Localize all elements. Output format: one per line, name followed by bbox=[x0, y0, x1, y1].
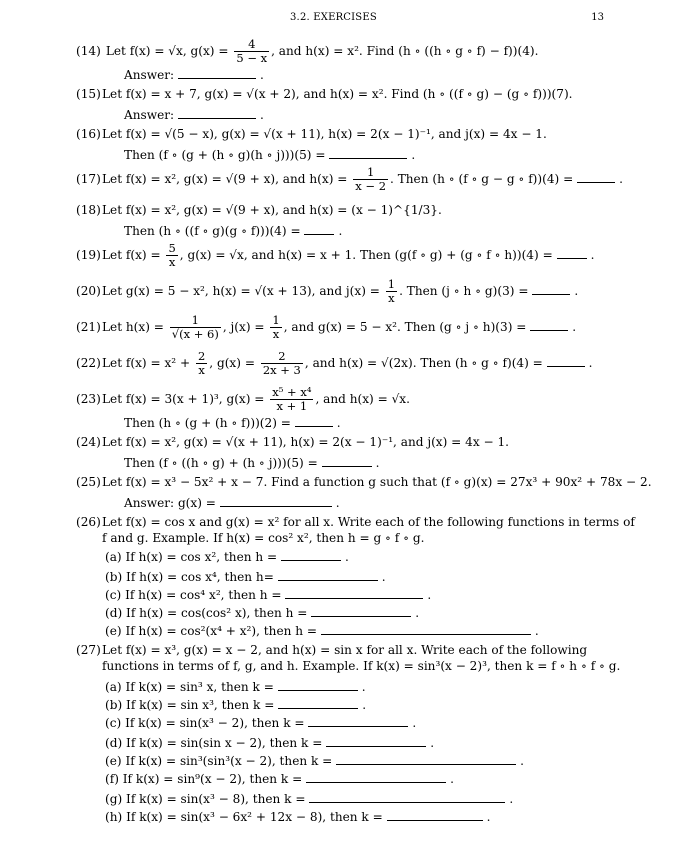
exercise-number: (21) bbox=[76, 320, 101, 334]
page-number: 13 bbox=[591, 12, 604, 23]
exercise-text: , g(x) = √x, and h(x) = x + 1. Then (g(f ∘ g) + (g ∘ f ∘ h))(4) = bbox=[179, 248, 553, 262]
answer-blank[interactable] bbox=[329, 146, 407, 159]
sub-item: (d) If h(x) = cos(cos² x), then h = . bbox=[105, 606, 420, 620]
answer-blank[interactable] bbox=[309, 790, 505, 803]
fraction: $\frac{4}{5 - x}$ bbox=[236, 37, 268, 65]
exercise-text: Let f(x) = x², g(x) = √(9 + x), and h(x) = (x − 1)^{1/3}. bbox=[102, 203, 442, 217]
exercise-text: Let g(x) = 5 − x², h(x) = √(x + 13), and j(x) = bbox=[102, 284, 380, 298]
exercise-19: (19)Let f(x) = $\frac{5}{x}$ , g(x) = √x, and h(x) = x + 1. Then (g(f ∘ g) + (g ∘ f ∘ h))(4) = . bbox=[76, 241, 595, 269]
answer-blank[interactable] bbox=[278, 678, 358, 691]
exercise-text: Let f(x) = x + 7, g(x) = √(x + 2), and h(x) = x². Find (h ∘ ((f ∘ g) − (g ∘ f)))(7). bbox=[102, 87, 573, 101]
exercise-text: Let f(x) = √x, g(x) = bbox=[105, 44, 229, 58]
fraction: $\frac{5}{x}$ bbox=[168, 241, 176, 269]
exercise-number: (24) bbox=[76, 435, 101, 449]
exercise-24 bbox=[76, 434, 616, 451]
answer-line: Answer: . bbox=[124, 108, 264, 122]
sub-item: (e) If k(x) = sin³(sin³(x − 2), then k = . bbox=[105, 754, 525, 768]
answer-blank[interactable] bbox=[285, 586, 423, 599]
fraction: $\frac{1}{x - 2}$ bbox=[355, 165, 387, 193]
exercise-text: Let f(x) = x², g(x) = √(x + 11), h(x) = 2(x − 1)⁻¹, and j(x) = 4x − 1. bbox=[102, 435, 510, 449]
answer-blank[interactable] bbox=[336, 752, 516, 765]
exercise-27 bbox=[76, 642, 616, 659]
exercise-text: Let f(x) = bbox=[102, 248, 161, 262]
answer-blank[interactable] bbox=[295, 414, 333, 427]
sub-item: (c) If h(x) = cos⁴ x², then h = . bbox=[105, 588, 432, 602]
exercise-text: Let h(x) = bbox=[102, 320, 164, 334]
exercise-text: , and h(x) = √(2x). Then (h ∘ g ∘ f)(4) = bbox=[304, 356, 543, 370]
exercise-text: , and h(x) = √x. bbox=[315, 392, 410, 406]
fraction: $\frac{1}{x}$ bbox=[272, 313, 280, 341]
answer-blank[interactable] bbox=[547, 354, 585, 367]
exercise-14 bbox=[76, 38, 616, 65]
exercise-number: (23) bbox=[76, 392, 101, 406]
answer-blank[interactable] bbox=[178, 106, 256, 119]
answer-blank[interactable] bbox=[278, 568, 378, 581]
exercise-22: (22)Let f(x) = x² + $\frac{2}{x}$ , g(x) = $\frac{2}{2x + 3}$ , and h(x) = √(2x). Then (h ∘ g ∘ f)(4) = . bbox=[76, 349, 593, 377]
answer-blank[interactable] bbox=[387, 808, 483, 821]
answer-line: Answer: g(x) = . bbox=[124, 496, 340, 510]
sub-item: (b) If k(x) = sin x³, then k = . bbox=[105, 698, 367, 712]
exercise-number: (19) bbox=[76, 248, 101, 262]
exercise-text: , g(x) = bbox=[209, 356, 255, 370]
answer-blank[interactable] bbox=[278, 696, 358, 709]
answer-blank[interactable] bbox=[321, 622, 531, 635]
answer-blank[interactable] bbox=[326, 734, 426, 747]
exercise-18 bbox=[76, 202, 616, 219]
exercise-number: (17) bbox=[76, 172, 101, 186]
exercise-number: (22) bbox=[76, 356, 101, 370]
exercise-26 bbox=[76, 514, 635, 531]
answer-line: Then (h ∘ ((f ∘ g)(g ∘ f)))(4) = . bbox=[124, 224, 343, 238]
sub-item: (g) If k(x) = sin(x³ − 8), then k = . bbox=[105, 792, 514, 806]
exercise-17: (17)Let f(x) = x², g(x) = √(9 + x), and h(x) = $\frac{1}{x - 2}$ . Then (h ∘ (f ∘ g − g ∘ f))(4) = . bbox=[76, 165, 623, 193]
answer-blank[interactable] bbox=[532, 282, 570, 295]
exercise-text: . Then (j ∘ h ∘ g)(3) = bbox=[399, 284, 529, 298]
exercise-text: Let f(x) = cos x and g(x) = x² for all x. Write each of the following functions in terms of bbox=[102, 515, 635, 529]
exercise-15 bbox=[76, 86, 616, 103]
exercise-text: Let f(x) = x² + bbox=[102, 356, 191, 370]
exercise-text-continued: functions in terms of f, g, and h. Example. If k(x) = sin³(x − 2)³, then k = f ∘ h ∘ f ∘ g. bbox=[102, 659, 621, 673]
answer-blank[interactable] bbox=[304, 222, 334, 235]
exercise-number: (16) bbox=[76, 127, 101, 141]
answer-line: Then (f ∘ (g + (h ∘ g)(h ∘ j)))(5) = . bbox=[124, 148, 416, 162]
answer-line: Then (h ∘ (g + (h ∘ f)))(2) = . bbox=[124, 416, 341, 430]
fraction: $\frac{2}{2x + 3}$ bbox=[262, 349, 301, 377]
exercise-text: , j(x) = bbox=[222, 320, 265, 334]
exercise-number: (27) bbox=[76, 643, 101, 657]
exercise-text: Let f(x) = x³ − 5x² + x − 7. Find a function g such that (f ∘ g)(x) = 27x³ + 90x² + 78x − 2. bbox=[102, 475, 652, 489]
sub-item: (d) If k(x) = sin(sin x − 2), then k = . bbox=[105, 736, 435, 750]
exercise-number: (20) bbox=[76, 284, 101, 298]
exercise-text: Let f(x) = x³, g(x) = x − 2, and h(x) = sin x for all x. Write each of the following bbox=[102, 643, 588, 657]
exercise-number: (14) bbox=[76, 44, 101, 58]
answer-blank[interactable] bbox=[220, 494, 332, 507]
answer-blank[interactable] bbox=[281, 548, 341, 561]
exercise-text: , and g(x) = 5 − x². Then (g ∘ j ∘ h)(3) = bbox=[283, 320, 527, 334]
answer-blank[interactable] bbox=[530, 318, 568, 331]
answer-blank[interactable] bbox=[308, 714, 408, 727]
exercise-text: Let f(x) = √(5 − x), g(x) = √(x + 11), h(x) = 2(x − 1)⁻¹, and j(x) = 4x − 1. bbox=[102, 127, 547, 141]
exercise-number: (25) bbox=[76, 475, 101, 489]
answer-line: Answer: . bbox=[124, 68, 264, 82]
running-head: 3.2. EXERCISES bbox=[290, 12, 377, 23]
exercise-16 bbox=[76, 126, 616, 143]
fraction: $\frac{\text{x⁵ + x⁴}}{x + 1}$ bbox=[272, 385, 312, 413]
answer-line: Then (f ∘ ((h ∘ g) + (h ∘ j)))(5) = . bbox=[124, 456, 380, 470]
fraction: $\frac{1}{√(x + 6)}$ bbox=[171, 313, 219, 341]
sub-item: (a) If k(x) = sin³ x, then k = . bbox=[105, 680, 366, 694]
sub-item: (f) If k(x) = sin⁹(x − 2), then k = . bbox=[105, 772, 454, 786]
answer-blank[interactable] bbox=[322, 454, 372, 467]
answer-blank[interactable] bbox=[311, 604, 411, 617]
exercise-text-continued: f and g. Example. If h(x) = cos² x², then h = g ∘ f ∘ g. bbox=[102, 531, 425, 545]
sub-item: (c) If k(x) = sin(x³ − 2), then k = . bbox=[105, 716, 417, 730]
exercise-text: . Then (h ∘ (f ∘ g − g ∘ f))(4) = bbox=[390, 172, 574, 186]
sub-item: (a) If h(x) = cos x², then h = . bbox=[105, 550, 349, 564]
sub-item: (b) If h(x) = cos x⁴, then h= . bbox=[105, 570, 386, 584]
exercise-21: (21)Let h(x) = $\frac{1}{√(x + 6)}$ , j(x) = $\frac{1}{x}$ , and g(x) = 5 − x². Then (g ∘ j ∘ h)(3) = . bbox=[76, 313, 577, 341]
answer-blank[interactable] bbox=[178, 66, 256, 79]
answer-blank[interactable] bbox=[306, 770, 446, 783]
exercise-number: (15) bbox=[76, 87, 101, 101]
exercise-23 bbox=[76, 386, 616, 413]
exercise-number: (18) bbox=[76, 203, 101, 217]
exercise-text: Let f(x) = x², g(x) = √(9 + x), and h(x) = bbox=[102, 172, 348, 186]
exercise-20: (20)Let g(x) = 5 − x², h(x) = √(x + 13), and j(x) = $\frac{1}{x}$ . Then (j ∘ h ∘ g)(3) = . bbox=[76, 277, 579, 305]
fraction: $\frac{1}{x}$ bbox=[387, 277, 396, 305]
sub-item: (h) If k(x) = sin(x³ − 6x² + 12x − 8), then k = . bbox=[105, 810, 491, 824]
exercise-25 bbox=[76, 474, 652, 491]
exercise-text: , and h(x) = x². Find (h ∘ ((h ∘ g ∘ f) − f))(4). bbox=[271, 44, 539, 58]
sub-item: (e) If h(x) = cos²(x⁴ + x²), then h = . bbox=[105, 624, 539, 638]
fraction: $\frac{2}{x}$ bbox=[197, 349, 206, 377]
exercise-number: (26) bbox=[76, 515, 101, 529]
exercise-text: Let f(x) = 3(x + 1)³, g(x) = bbox=[102, 392, 265, 406]
answer-blank[interactable] bbox=[577, 170, 615, 183]
answer-blank[interactable] bbox=[557, 246, 587, 259]
